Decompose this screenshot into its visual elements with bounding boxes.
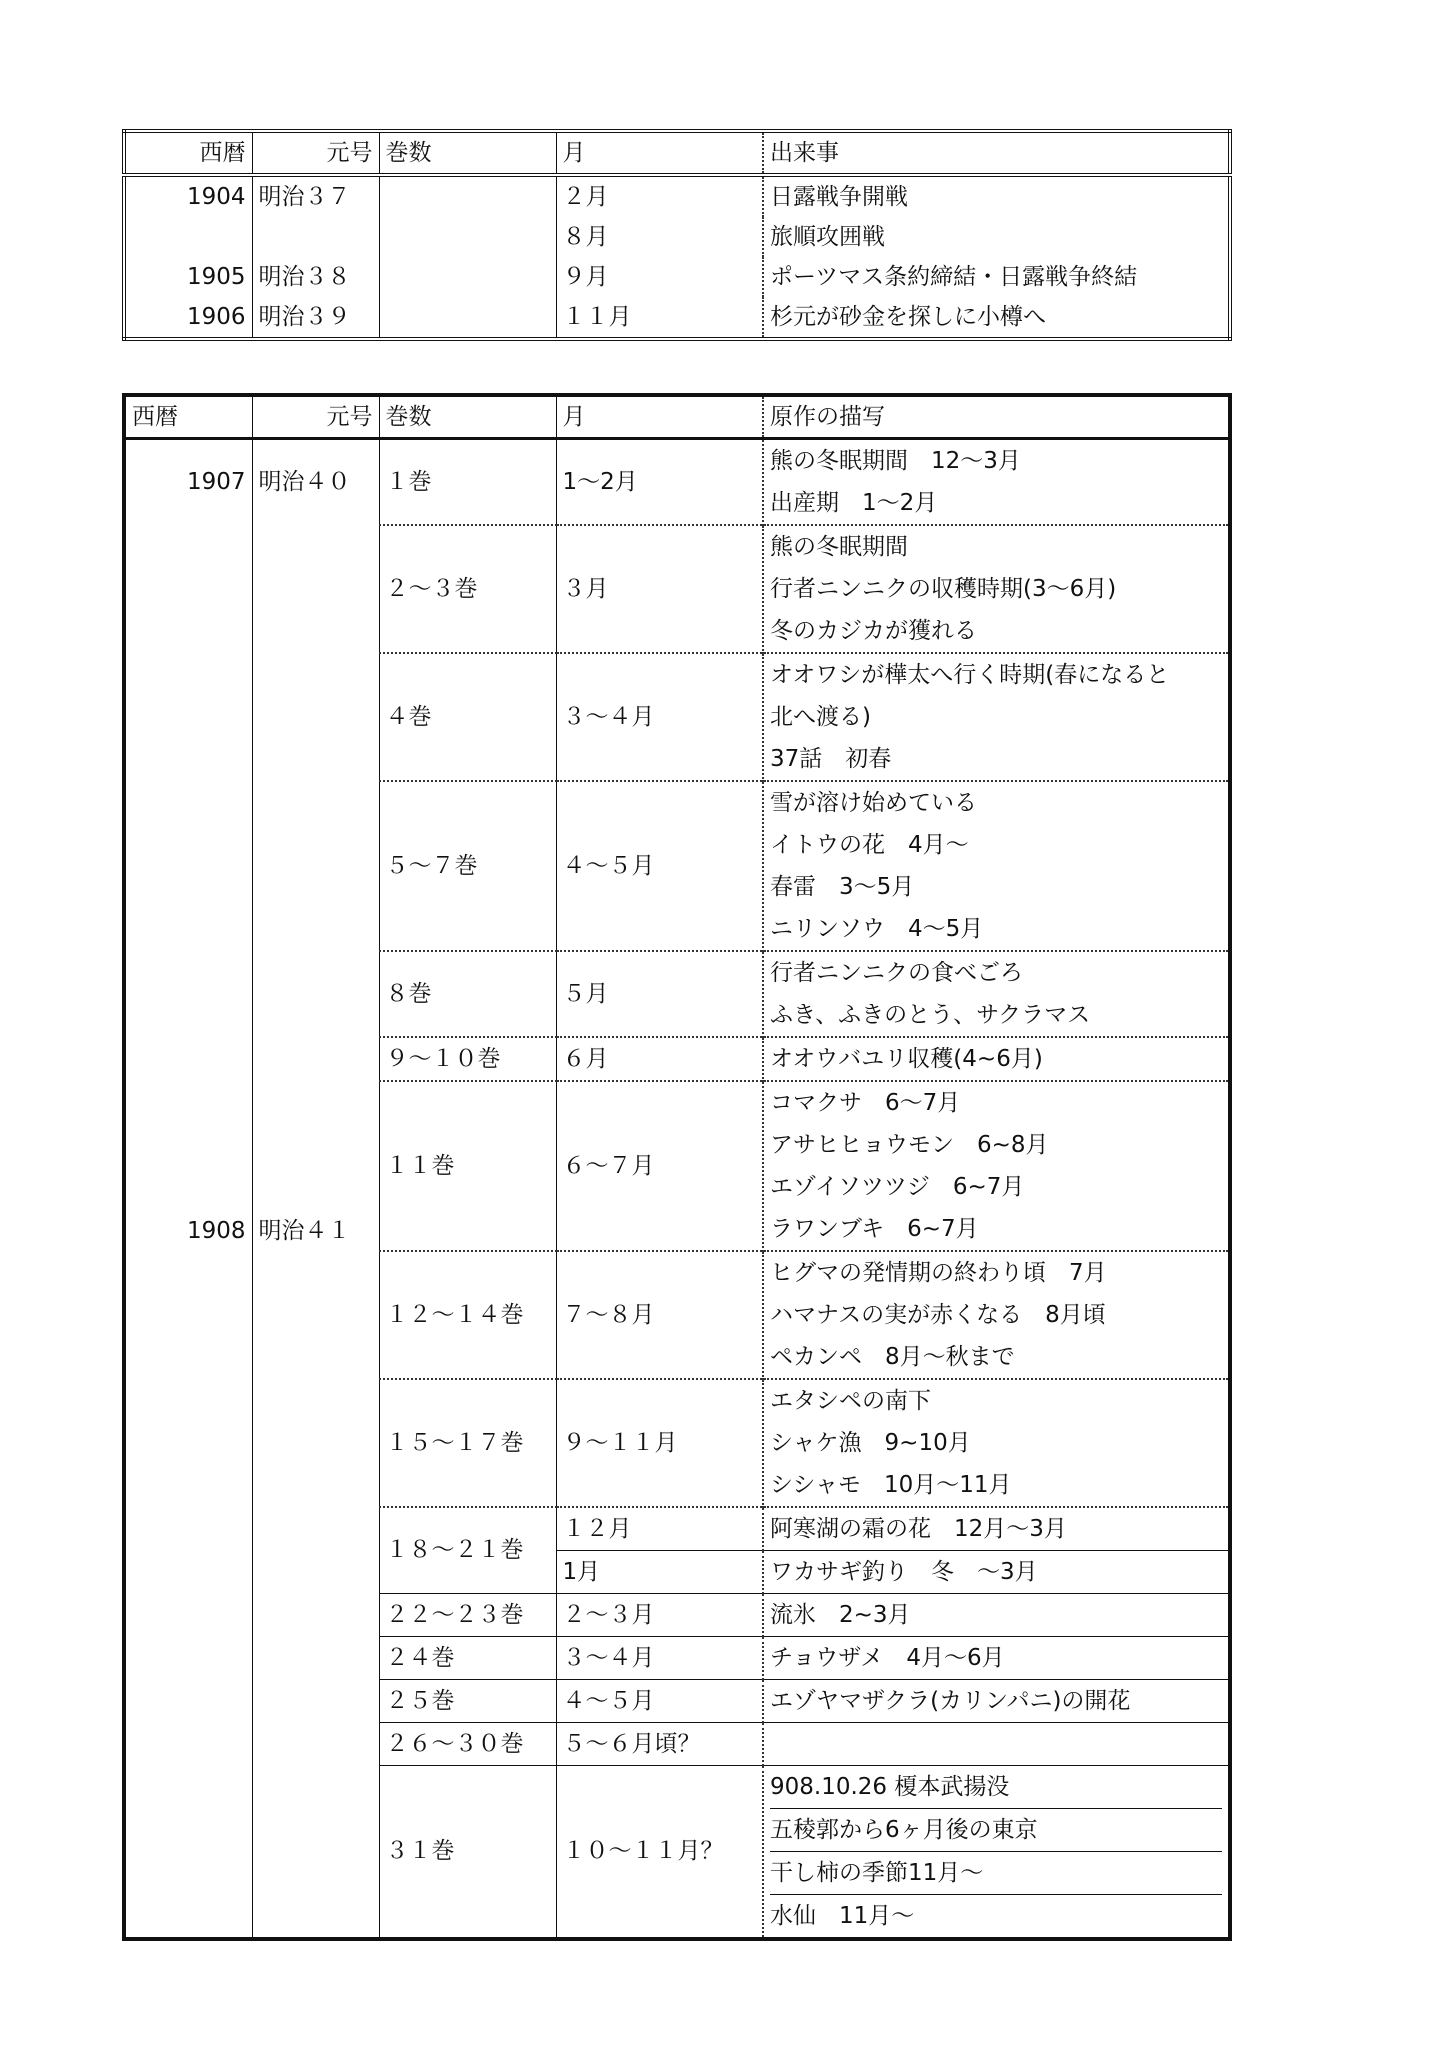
description-cell — [763, 439, 1230, 526]
month-cell: ８月 — [556, 217, 763, 257]
table-row — [124, 217, 1230, 257]
description-line: 908.10.26 榎本武揚没 — [770, 1774, 1010, 1800]
volume-cell: ２５巻 — [379, 1680, 556, 1723]
description-line: 37話 初春 — [770, 746, 892, 772]
volume-cell: ９〜１０巻 — [379, 1037, 556, 1081]
era-cell: 明治３９ — [252, 297, 379, 339]
table-header-row — [124, 131, 1230, 175]
month-cell: ３月 — [556, 525, 763, 653]
volume-cell: ２６〜３０巻 — [379, 1723, 556, 1766]
volume-cell — [379, 217, 556, 257]
year-cell — [124, 217, 252, 257]
era-cell: 明治４１ — [252, 525, 379, 1939]
volume-cell: １２〜１４巻 — [379, 1251, 556, 1379]
manga-timeline-table — [122, 393, 1232, 1941]
table-row — [124, 257, 1230, 297]
events-table — [122, 129, 1232, 341]
description-line: イトウの花 4月〜 — [770, 832, 969, 858]
era-cell — [252, 217, 379, 257]
description-line: オオウバユリ収穫(4~6月) — [770, 1046, 1043, 1072]
table-row — [124, 175, 1230, 217]
month-cell: １１月 — [556, 297, 763, 339]
description-line: 冬のカジカが獲れる — [770, 618, 977, 644]
volume-cell: ２２〜２３巻 — [379, 1594, 556, 1637]
month-cell: ４〜５月 — [556, 1680, 763, 1723]
description-line — [770, 1723, 1222, 1765]
description-line: 干し柿の季節11月〜 — [770, 1851, 1222, 1894]
volume-cell: ３１巻 — [379, 1766, 556, 1940]
table-row — [124, 297, 1230, 339]
description-line: 流氷 2~3月 — [770, 1602, 911, 1628]
header-event: 出来事 — [763, 131, 1230, 175]
description-line: ニリンソウ 4〜5月 — [770, 916, 984, 942]
volume-cell: １巻 — [379, 439, 556, 526]
year-cell: 1908 — [124, 525, 252, 1939]
month-cell: ３〜４月 — [556, 653, 763, 781]
header-year: 西暦 — [124, 131, 252, 175]
volume-cell: ５〜７巻 — [379, 781, 556, 951]
month-cell: ６月 — [556, 1037, 763, 1081]
year-cell: 1906 — [124, 297, 252, 339]
month-cell: ５〜６月頃？ — [556, 1723, 763, 1766]
year-cell: 1904 — [124, 175, 252, 217]
volume-cell: ２〜３巻 — [379, 525, 556, 653]
month-cell: ３〜４月 — [556, 1637, 763, 1680]
description-cell — [763, 1037, 1230, 1081]
volume-cell: １５〜１７巻 — [379, 1379, 556, 1507]
description-cell — [763, 653, 1230, 781]
header-description: 原作の描写 — [763, 395, 1230, 439]
description-cell — [763, 1251, 1230, 1379]
header-era: 元号 — [252, 395, 379, 439]
event-cell: 旅順攻囲戦 — [770, 223, 885, 250]
description-cell — [763, 781, 1230, 951]
volume-cell — [379, 175, 556, 217]
description-line: 五稜郭から6ヶ月後の東京 — [770, 1808, 1222, 1851]
description-line: コマクサ 6〜7月 — [770, 1090, 961, 1116]
description-line: ふき、ふきのとう、サクラマス — [770, 1002, 1091, 1028]
month-cell: ５月 — [556, 951, 763, 1037]
month-cell: ６〜７月 — [556, 1081, 763, 1251]
table-row — [124, 525, 1230, 653]
header-volume: 巻数 — [379, 131, 556, 175]
era-cell: 明治３８ — [252, 257, 379, 297]
description-line: シャケ漁 9~10月 — [770, 1430, 971, 1456]
volume-cell: ２４巻 — [379, 1637, 556, 1680]
description-line: ヒグマの発情期の終わり頃 7月 — [770, 1260, 1107, 1286]
description-cell — [763, 525, 1230, 653]
description-line: ラワンブキ 6~7月 — [770, 1216, 979, 1242]
header-era: 元号 — [252, 131, 379, 175]
volume-cell: １１巻 — [379, 1081, 556, 1251]
month-cell: 1〜2月 — [556, 439, 763, 526]
volume-cell — [379, 257, 556, 297]
description-cell — [763, 1081, 1230, 1251]
header-month: 月 — [556, 395, 763, 439]
event-cell: ポーツマス条約締結・日露戦争終結 — [770, 263, 1138, 290]
event-cell: 日露戦争開戦 — [770, 183, 908, 210]
description-line: シシャモ 10月〜11月 — [770, 1472, 1012, 1498]
description-line: ハマナスの実が赤くなる 8月頃 — [770, 1302, 1106, 1328]
volume-cell — [379, 297, 556, 339]
description-line: 北へ渡る) — [770, 704, 871, 730]
description-cell — [763, 1723, 1230, 1766]
month-cell: ２〜３月 — [556, 1594, 763, 1637]
header-month: 月 — [556, 131, 763, 175]
description-line: 春雷 3〜5月 — [770, 874, 915, 900]
description-cell — [763, 1594, 1230, 1637]
year-cell: 1905 — [124, 257, 252, 297]
description-line: 行者ニンニクの食べごろ — [770, 960, 1023, 986]
month-cell: ４〜５月 — [556, 781, 763, 951]
description-line: ペカンペ 8月〜秋まで — [770, 1344, 1015, 1370]
description-line: エゾイソツツジ 6~7月 — [770, 1174, 1025, 1200]
volume-cell: ４巻 — [379, 653, 556, 781]
month-cell: １２月 — [556, 1507, 763, 1551]
description-cell: ワカサギ釣り 冬 〜3月 — [763, 1551, 1230, 1594]
era-cell: 明治３７ — [252, 175, 379, 217]
era-cell: 明治４０ — [252, 439, 379, 526]
description-cell — [763, 1379, 1230, 1507]
description-line: 出産期 1〜2月 — [770, 490, 938, 516]
description-line: 雪が溶け始めている — [770, 790, 977, 816]
description-cell — [763, 1680, 1230, 1723]
header-year: 西暦 — [124, 395, 252, 439]
table-header-row — [124, 395, 1230, 439]
description-line: エタシペの南下 — [770, 1388, 931, 1414]
description-line: 水仙 11月〜 — [770, 1894, 1222, 1937]
description-line: 行者ニンニクの収穫時期(3〜6月) — [770, 576, 1117, 602]
month-cell: 1月 — [556, 1551, 763, 1594]
header-volume: 巻数 — [379, 395, 556, 439]
description-cell — [763, 1766, 1230, 1940]
year-cell: 1907 — [124, 439, 252, 526]
description-line: 熊の冬眠期間 12〜3月 — [770, 448, 1021, 474]
description-line: オオワシが樺太へ行く時期(春になると — [770, 662, 1170, 688]
month-cell: ９〜１１月 — [556, 1379, 763, 1507]
volume-cell: １８〜２１巻 — [379, 1507, 556, 1594]
description-cell — [763, 951, 1230, 1037]
month-cell: ９月 — [556, 257, 763, 297]
description-cell: 阿寒湖の霜の花 12月〜3月 — [763, 1507, 1230, 1551]
description-line: エゾヤマザクラ(カリンパニ)の開花 — [770, 1688, 1131, 1714]
description-cell — [763, 1637, 1230, 1680]
description-line: チョウザメ 4月〜6月 — [770, 1645, 1005, 1671]
volume-cell: ８巻 — [379, 951, 556, 1037]
month-cell: ７〜８月 — [556, 1251, 763, 1379]
description-line: 熊の冬眠期間 — [770, 534, 908, 560]
description-line: アサヒヒョウモン 6~8月 — [770, 1132, 1049, 1158]
table-row — [124, 439, 1230, 526]
month-cell: １０〜１１月？ — [556, 1766, 763, 1940]
month-cell: ２月 — [556, 175, 763, 217]
event-cell: 杉元が砂金を探しに小樽へ — [770, 303, 1046, 330]
